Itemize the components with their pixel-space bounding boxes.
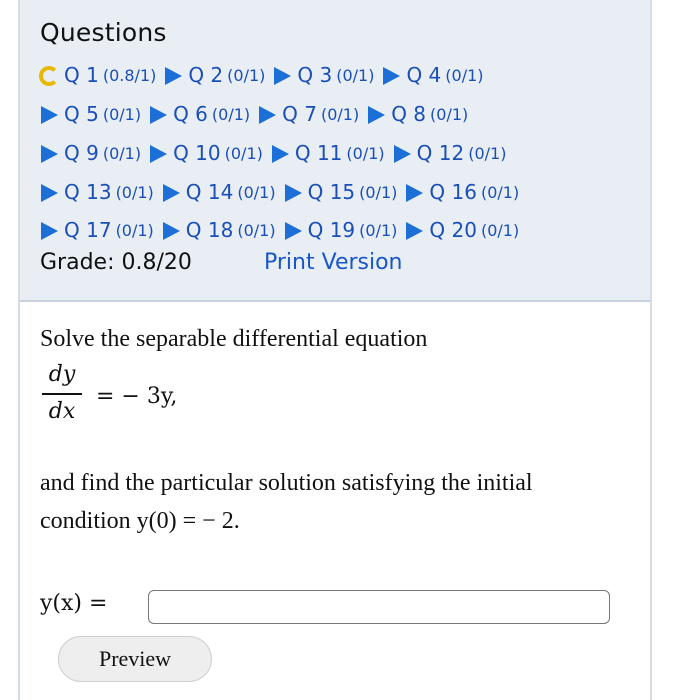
question-label: Q 7 — [282, 102, 317, 126]
problem-line-3: condition y(0) = − 2. — [40, 508, 240, 534]
play-arrow-icon — [256, 103, 278, 125]
question-score: (0/1) — [480, 220, 520, 240]
question-label: Q 20 — [429, 218, 477, 242]
question-score: (0/1) — [359, 220, 398, 240]
question-score: (0/1) — [211, 104, 251, 124]
derivative-fraction — [42, 362, 82, 424]
question-link-10[interactable] — [147, 141, 263, 165]
question-label: Q 16 — [429, 180, 477, 204]
fraction-numerator: dy — [48, 362, 76, 387]
answer-input[interactable] — [148, 590, 610, 624]
question-label: Q 15 — [307, 180, 356, 204]
equation-rhs: = − 3y, — [96, 384, 178, 409]
grade-text: Grade: 0.8/20 — [40, 250, 192, 275]
question-score: (0/1) — [237, 182, 276, 202]
preview-button[interactable]: Preview — [58, 636, 212, 682]
question-row-4 — [38, 175, 525, 209]
question-link-8[interactable] — [365, 102, 468, 126]
question-link-6[interactable] — [147, 102, 250, 126]
play-arrow-icon — [38, 142, 60, 164]
question-link-20[interactable] — [403, 218, 519, 242]
play-arrow-icon — [271, 64, 293, 86]
question-score: (0/1) — [336, 65, 375, 85]
question-link-2[interactable] — [162, 63, 265, 87]
question-score: (0/1) — [320, 104, 360, 124]
question-label: Q 13 — [64, 180, 112, 204]
question-label: Q 3 — [297, 63, 333, 87]
question-label: Q 5 — [64, 102, 99, 126]
play-arrow-icon — [38, 219, 60, 241]
question-link-5[interactable] — [38, 102, 141, 126]
question-row-3 — [38, 136, 512, 170]
question-row-1 — [38, 58, 490, 92]
play-arrow-icon — [160, 181, 182, 203]
question-link-16[interactable] — [403, 180, 519, 204]
question-score: (0/1) — [430, 104, 469, 124]
question-score: (0/1) — [359, 182, 398, 202]
question-label: Q 2 — [188, 63, 224, 87]
question-score: (0/1) — [468, 143, 507, 163]
question-link-1[interactable] — [38, 63, 156, 87]
question-score: (0/1) — [480, 182, 520, 202]
play-arrow-icon — [160, 219, 182, 241]
question-score: (0/1) — [224, 143, 263, 163]
problem-line-2: and find the particular solution satisfying the initial — [40, 470, 533, 496]
question-score: (0/1) — [445, 65, 484, 85]
problem-intro: Solve the separable differential equation — [40, 326, 428, 352]
question-link-11[interactable] — [269, 141, 385, 165]
question-score: (0/1) — [115, 182, 154, 202]
play-arrow-icon — [380, 64, 402, 86]
question-link-15[interactable] — [282, 180, 398, 204]
question-label: Q 4 — [406, 63, 442, 87]
question-link-7[interactable] — [256, 102, 359, 126]
questions-title: Questions — [40, 18, 167, 47]
question-label: Q 17 — [64, 218, 112, 242]
play-arrow-icon — [282, 219, 304, 241]
question-link-18[interactable] — [160, 218, 276, 242]
question-container — [18, 0, 652, 700]
play-arrow-icon — [391, 142, 413, 164]
question-link-13[interactable] — [38, 180, 154, 204]
question-link-3[interactable] — [271, 63, 374, 87]
question-score: (0/1) — [115, 220, 154, 240]
play-arrow-icon — [403, 219, 425, 241]
answer-label: y(x) = — [40, 591, 108, 616]
question-label: Q 9 — [64, 141, 99, 165]
play-arrow-icon — [403, 181, 425, 203]
play-arrow-icon — [147, 142, 169, 164]
question-label: Q 11 — [294, 141, 343, 165]
question-row-5 — [38, 213, 525, 247]
questions-panel — [20, 0, 650, 302]
question-label: Q 8 — [391, 102, 427, 126]
question-score: (0/1) — [237, 220, 276, 240]
question-score: (0/1) — [346, 143, 385, 163]
play-arrow-icon — [38, 103, 60, 125]
question-label: Q 6 — [173, 102, 208, 126]
question-score: (0/1) — [102, 104, 142, 124]
play-arrow-icon — [282, 181, 304, 203]
play-arrow-icon — [269, 142, 291, 164]
question-link-12[interactable] — [391, 141, 507, 165]
question-score: (0/1) — [102, 143, 142, 163]
question-link-19[interactable] — [282, 218, 398, 242]
play-arrow-icon — [38, 181, 60, 203]
question-link-17[interactable] — [38, 218, 154, 242]
question-score: (0.8/1) — [102, 65, 157, 85]
fraction-denominator: dx — [48, 398, 76, 424]
question-label: Q 12 — [416, 141, 465, 165]
fraction-bar — [42, 393, 82, 395]
question-link-14[interactable] — [160, 180, 276, 204]
question-label: Q 19 — [307, 218, 356, 242]
play-arrow-icon — [365, 103, 387, 125]
question-row-2 — [38, 97, 474, 131]
print-version-link[interactable]: Print Version — [264, 250, 403, 275]
question-label: Q 14 — [185, 180, 234, 204]
question-label: Q 1 — [64, 63, 99, 87]
redo-icon — [38, 64, 60, 86]
play-arrow-icon — [162, 64, 184, 86]
question-link-4[interactable] — [380, 63, 483, 87]
question-label: Q 18 — [185, 218, 234, 242]
question-score: (0/1) — [227, 65, 266, 85]
question-label: Q 10 — [173, 141, 221, 165]
play-arrow-icon — [147, 103, 169, 125]
question-link-9[interactable] — [38, 141, 141, 165]
